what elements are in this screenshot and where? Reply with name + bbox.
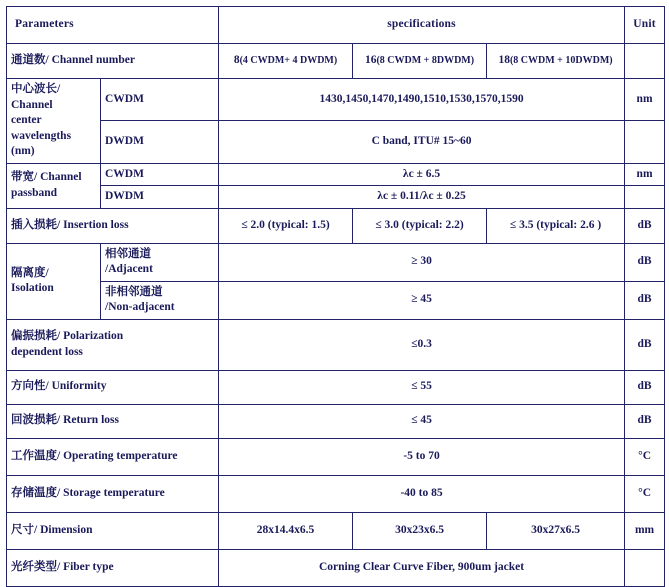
isolation-sub-adjacent bbox=[101, 243, 219, 281]
unit-pdl: dB bbox=[625, 319, 665, 370]
table-row-storage-temperature bbox=[7, 475, 665, 512]
row-label-fiber-type: 光纤类型/ Fiber type bbox=[7, 549, 219, 586]
dimension-col3: 30x27x6.5 bbox=[487, 512, 625, 549]
pdl-value: ≤0.3 bbox=[219, 319, 625, 370]
channel-number-16-main: 16 bbox=[364, 54, 377, 67]
unit-storage-temperature: °C bbox=[625, 475, 665, 512]
row-label-channel-number: 通道数/ Channel number bbox=[7, 44, 219, 79]
insertion-loss-col1: ≤ 2.0 (typical: 1.5) bbox=[219, 208, 353, 243]
isolation-sub-non-adjacent bbox=[101, 281, 219, 319]
isolation-adjacent-line1: 相邻通道 bbox=[105, 247, 151, 260]
header-specifications: specifications bbox=[219, 7, 625, 44]
isolation-value-adjacent: ≥ 30 bbox=[219, 243, 625, 281]
isolation-non-adjacent-line1: 非相邻通道 bbox=[105, 285, 163, 298]
unit-uniformity: dB bbox=[625, 370, 665, 404]
center-wavelengths-value-dwdm: C band, ITU# 15~60 bbox=[219, 121, 625, 163]
row-label-insertion-loss: 插入损耗/ Insertion loss bbox=[7, 208, 219, 243]
insertion-loss-col3: ≤ 3.5 (typical: 2.6 ) bbox=[487, 208, 625, 243]
row-label-operating-temperature: 工作温度/ Operating temperature bbox=[7, 438, 219, 475]
table-header-row bbox=[7, 7, 665, 44]
row-label-center-wavelengths bbox=[7, 79, 101, 164]
row-label-dimension: 尺寸/ Dimension bbox=[7, 512, 219, 549]
channel-number-16-sub: (8 CWDM + 8DWDM) bbox=[376, 55, 475, 67]
storage-temperature-value: -40 to 85 bbox=[219, 475, 625, 512]
unit-center-wavelengths-dwdm bbox=[625, 121, 665, 163]
header-unit: Unit bbox=[625, 7, 665, 44]
operating-temperature-value: -5 to 70 bbox=[219, 438, 625, 475]
center-wavelengths-sub-cwdm: CWDM bbox=[101, 79, 219, 121]
pdl-label-line2: dependent loss bbox=[11, 345, 83, 358]
channel-number-18-sub: (8 CWDM + 10DWDM) bbox=[509, 55, 613, 67]
table-row-channel-number bbox=[7, 44, 665, 79]
row-label-uniformity: 方向性/ Uniformity bbox=[7, 370, 219, 404]
isolation-value-non-adjacent: ≥ 45 bbox=[219, 281, 625, 319]
passband-value-dwdm: λc ± 0.11/λc ± 0.25 bbox=[219, 186, 625, 209]
unit-isolation-adjacent: dB bbox=[625, 243, 665, 281]
passband-label-line2: passband bbox=[11, 186, 58, 199]
header-parameters: Parameters bbox=[7, 7, 219, 44]
table-row-operating-temperature bbox=[7, 438, 665, 475]
channel-number-18-main: 18 bbox=[498, 54, 510, 67]
passband-label-line1: 带宽/ Channel bbox=[11, 171, 82, 184]
row-label-storage-temperature: 存储温度/ Storage temperature bbox=[7, 475, 219, 512]
table-row-isolation-adjacent bbox=[7, 243, 665, 281]
table-row-center-wavelengths-cwdm bbox=[7, 79, 665, 121]
table-row-uniformity bbox=[7, 370, 665, 404]
cell-channel-number-8 bbox=[219, 44, 353, 79]
specifications-table bbox=[6, 6, 665, 587]
center-wavelengths-value-cwdm: 1430,1450,1470,1490,1510,1530,1570,1590 bbox=[219, 79, 625, 121]
fiber-type-value: Corning Clear Curve Fiber, 900um jacket bbox=[219, 549, 625, 586]
center-wavelengths-label-line2: center wavelengths bbox=[11, 114, 72, 142]
table-row-passband-dwdm bbox=[7, 186, 665, 209]
row-label-pdl bbox=[7, 319, 219, 370]
passband-sub-dwdm: DWDM bbox=[101, 186, 219, 209]
table-row-insertion-loss bbox=[7, 208, 665, 243]
uniformity-value: ≤ 55 bbox=[219, 370, 625, 404]
return-loss-value: ≤ 45 bbox=[219, 404, 625, 438]
row-label-return-loss: 回波损耗/ Return loss bbox=[7, 404, 219, 438]
unit-passband-cwdm: nm bbox=[625, 163, 665, 186]
isolation-label-line2: Isolation bbox=[11, 282, 54, 295]
unit-dimension: mm bbox=[625, 512, 665, 549]
row-label-isolation bbox=[7, 243, 101, 319]
channel-number-8-main: 8 bbox=[233, 54, 240, 67]
unit-isolation-non-adjacent: dB bbox=[625, 281, 665, 319]
unit-fiber-type bbox=[625, 549, 665, 586]
unit-operating-temperature: °C bbox=[625, 438, 665, 475]
unit-insertion-loss: dB bbox=[625, 208, 665, 243]
passband-value-cwdm: λc ± 6.5 bbox=[219, 163, 625, 186]
unit-center-wavelengths-cwdm: nm bbox=[625, 79, 665, 121]
table-row-passband-cwdm bbox=[7, 163, 665, 186]
center-wavelengths-label-line1: 中心波长/ Channel bbox=[11, 83, 61, 111]
center-wavelengths-sub-dwdm: DWDM bbox=[101, 121, 219, 163]
unit-channel-number bbox=[625, 44, 665, 79]
dimension-col2: 30x23x6.5 bbox=[353, 512, 487, 549]
channel-number-8-sub: (4 CWDM+ 4 DWDM) bbox=[239, 55, 338, 67]
table-row-dimension bbox=[7, 512, 665, 549]
isolation-non-adjacent-line2: /Non-adjacent bbox=[105, 301, 175, 314]
unit-return-loss: dB bbox=[625, 404, 665, 438]
table-row-center-wavelengths-dwdm bbox=[7, 121, 665, 163]
isolation-label-line1: 隔离度/ bbox=[11, 266, 49, 279]
dimension-col1: 28x14.4x6.5 bbox=[219, 512, 353, 549]
table-row-isolation-non-adjacent bbox=[7, 281, 665, 319]
isolation-adjacent-line2: /Adjacent bbox=[105, 263, 153, 276]
table-row-fiber-type bbox=[7, 549, 665, 586]
table-row-pdl bbox=[7, 319, 665, 370]
passband-sub-cwdm: CWDM bbox=[101, 163, 219, 186]
cell-channel-number-18 bbox=[487, 44, 625, 79]
row-label-passband bbox=[7, 163, 101, 208]
table-row-return-loss bbox=[7, 404, 665, 438]
unit-passband-dwdm bbox=[625, 186, 665, 209]
pdl-label-line1: 偏振损耗/ Polarization bbox=[11, 330, 124, 343]
cell-channel-number-16 bbox=[353, 44, 487, 79]
insertion-loss-col2: ≤ 3.0 (typical: 2.2) bbox=[353, 208, 487, 243]
center-wavelengths-label-line3: (nm) bbox=[11, 145, 35, 158]
